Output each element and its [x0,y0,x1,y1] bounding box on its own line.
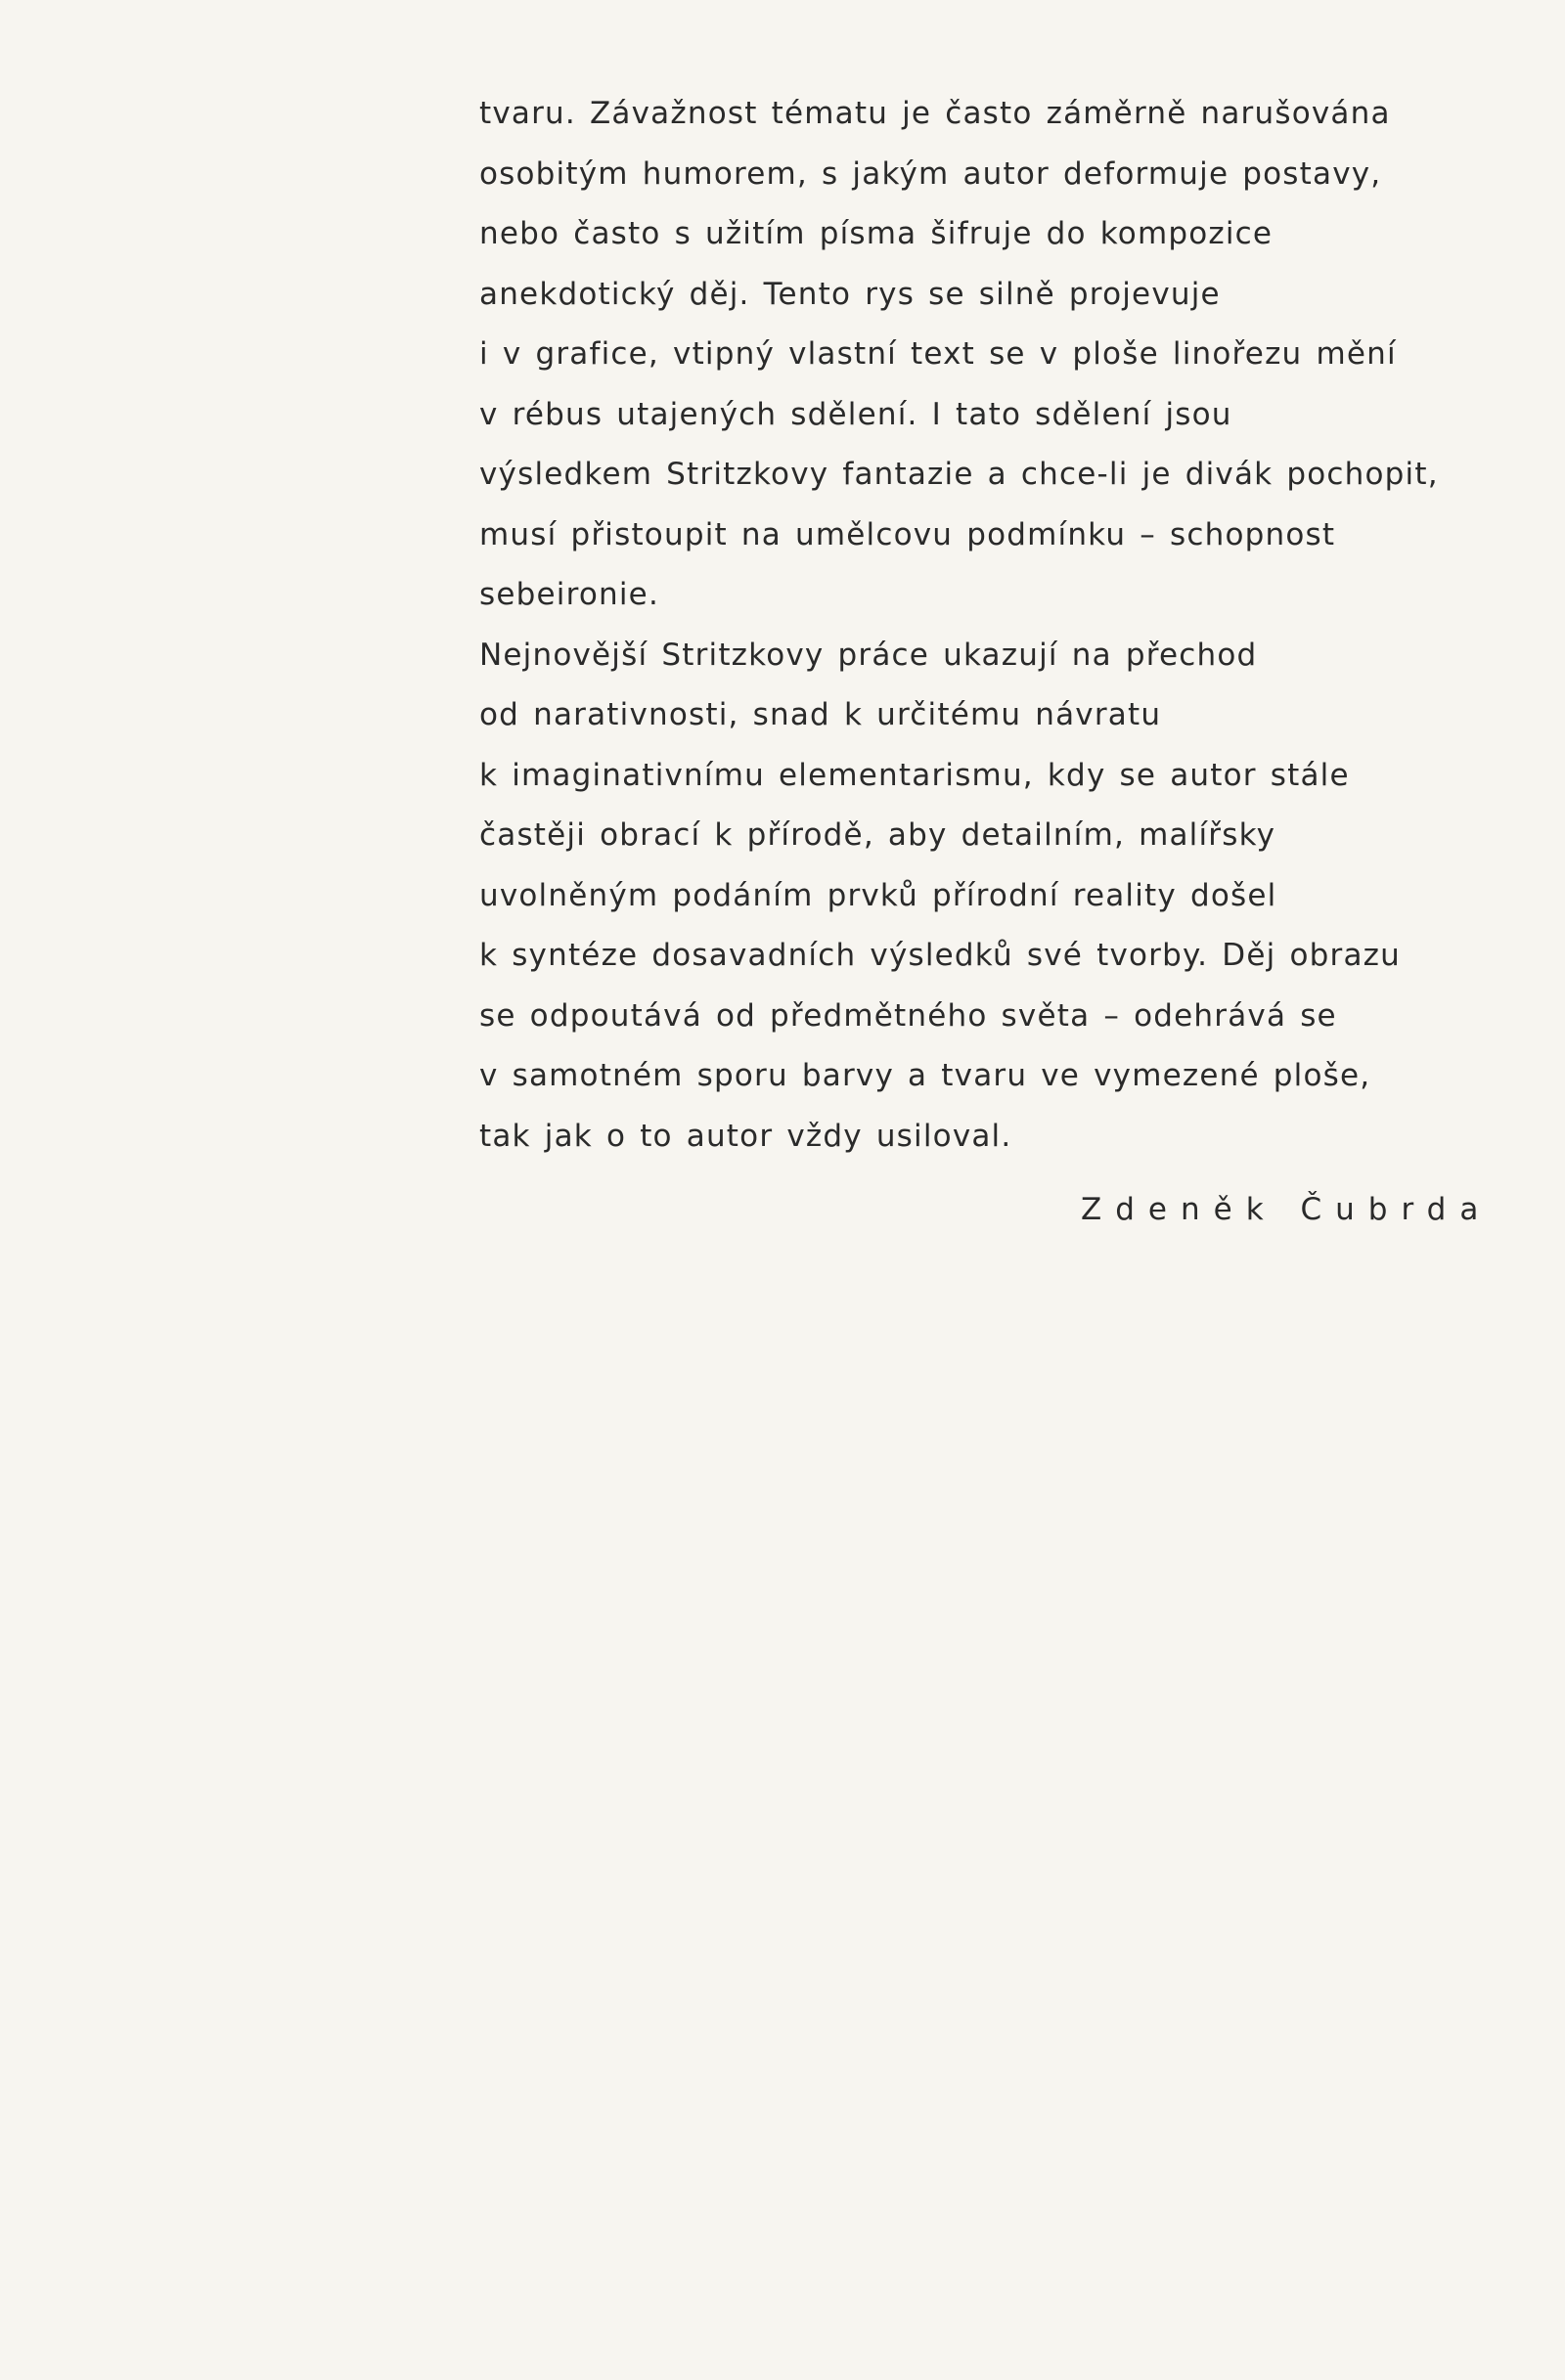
text-line-10: Nejnovější Stritzkovy práce ukazují na přechod [479,637,1258,673]
text-line-11: od narativnosti, snad k určitému návratu [479,697,1162,732]
text-line-12: k imaginativnímu elementarismu, kdy se autor stále [479,757,1350,793]
text-line-13: častěji obrací k přírodě, aby detailním, malířsky [479,817,1276,853]
text-line-5: i v grafice, vtipný vlastní text se v ploše linořezu mění [479,336,1397,372]
text-line-8: musí přistoupit na umělcovu podmínku – schopnost [479,516,1336,552]
text-line-17: v samotném sporu barvy a tvaru ve vymezené ploše, [479,1058,1371,1093]
text-line-9: sebeironie. [479,577,660,612]
text-line-7: výsledkem Stritzkovy fantazie a chce-li je divák pochopit, [479,457,1439,492]
text-line-6: v rébus utajených sdělení. I tato sdělení jsou [479,396,1232,432]
author-signature: Zdeněk Čubrda [1081,1192,1493,1227]
text-line-4: anekdotický děj. Tento rys se silně projevuje [479,276,1221,312]
text-line-1: tvaru. Závažnost tématu je často záměrně narušována [479,96,1391,131]
text-line-18: tak jak o to autor vždy usiloval. [479,1118,1012,1154]
text-line-16: se odpoutává od předmětného světa – odehrává se [479,997,1337,1034]
text-line-2: osobitým humorem, s jakým autor deformuje postavy, [479,155,1382,192]
text-line-15: k syntéze dosavadních výsledků své tvorby. Děj obrazu [479,938,1401,973]
body-text [479,84,1497,1167]
text-line-14: uvolněným podáním prvků přírodní reality došel [479,877,1277,913]
text-line-3: nebo často s užitím písma šifruje do kompozice [479,216,1274,251]
